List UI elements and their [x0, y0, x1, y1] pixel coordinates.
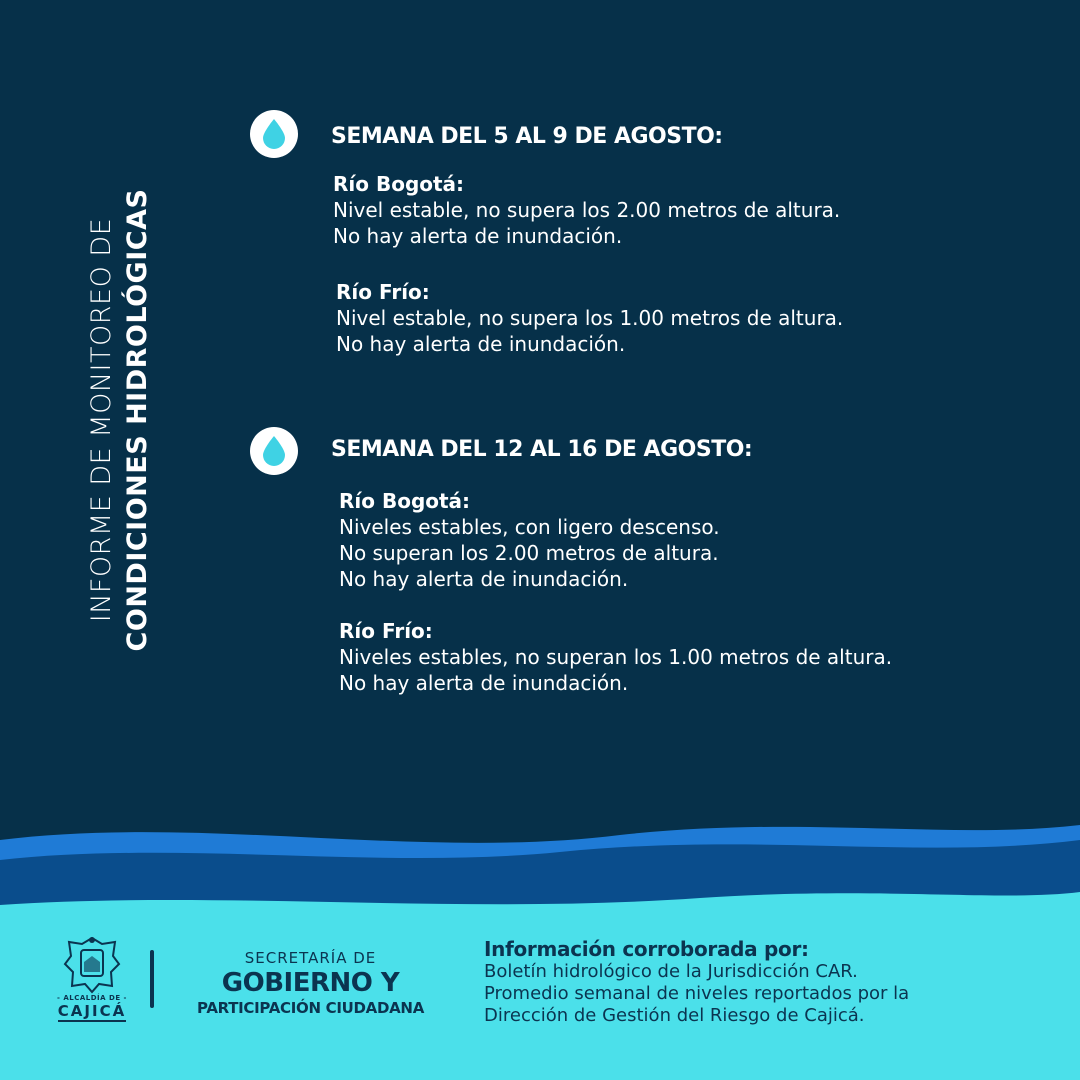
vertical-report-title: [80, 160, 160, 680]
river-status-line: No hay alerta de inundación.: [333, 224, 623, 248]
river-status-line: Nivel estable, no supera los 2.00 metros de altura.: [333, 198, 841, 222]
week-2-badge: [250, 427, 298, 475]
river-status-line: No hay alerta de inundación.: [339, 671, 629, 695]
cajica-logo: [48, 934, 136, 1026]
week-1-heading: SEMANA DEL 5 AL 9 DE AGOSTO:: [331, 124, 723, 149]
week-2-rio-frio: [339, 618, 892, 696]
secretaria-line1: SECRETARÍA DE: [244, 949, 377, 967]
week-2-rio-bogota: [339, 488, 720, 592]
water-drop-icon: [263, 119, 285, 149]
river-name: Río Frío:: [339, 619, 433, 643]
secretaria-line2: GOBIERNO Y: [221, 968, 400, 998]
week-2-heading: SEMANA DEL 12 AL 16 DE AGOSTO:: [331, 437, 753, 462]
water-drop-icon: [263, 436, 285, 466]
river-status-line: No hay alerta de inundación.: [339, 567, 629, 591]
report-title-line1: INFORME DE MONITOREO DE: [86, 217, 117, 623]
logo-subtitle: - ALCALDÍA DE -: [57, 994, 127, 1002]
week-1-badge: [250, 110, 298, 158]
source-line: Promedio semanal de niveles reportados por la: [484, 983, 910, 1004]
footer-divider: [150, 950, 154, 1008]
river-status-line: Nivel estable, no supera los 1.00 metros de altura.: [336, 306, 844, 330]
river-name: Río Frío:: [336, 280, 430, 304]
coat-of-arms-icon: [57, 934, 127, 996]
river-status-line: No superan los 2.00 metros de altura.: [339, 541, 719, 565]
river-name: Río Bogotá:: [339, 489, 471, 513]
source-line: Boletín hidrológico de la Jurisdicción CAR.: [484, 961, 858, 982]
river-name: Río Bogotá:: [333, 172, 465, 196]
report-title-line2: CONDICIONES HIDROLÓGICAS: [122, 188, 153, 652]
source-line: Dirección de Gestión del Riesgo de Cajicá.: [484, 1005, 865, 1026]
week-1-rio-frio: [336, 279, 843, 357]
river-status-line: Niveles estables, con ligero descenso.: [339, 515, 720, 539]
river-status-line: Niveles estables, no superan los 1.00 metros de altura.: [339, 645, 893, 669]
wave-decoration: [0, 810, 1080, 920]
secretaria-line3: PARTICIPACIÓN CIUDADANA: [197, 999, 424, 1017]
source-info: [484, 937, 1074, 1027]
secretaria-brand: [168, 948, 453, 1018]
source-heading: Información corroborada por:: [484, 937, 809, 961]
week-1-rio-bogota: [333, 171, 840, 249]
river-status-line: No hay alerta de inundación.: [336, 332, 626, 356]
logo-name: CAJICÁ: [57, 1002, 127, 1020]
